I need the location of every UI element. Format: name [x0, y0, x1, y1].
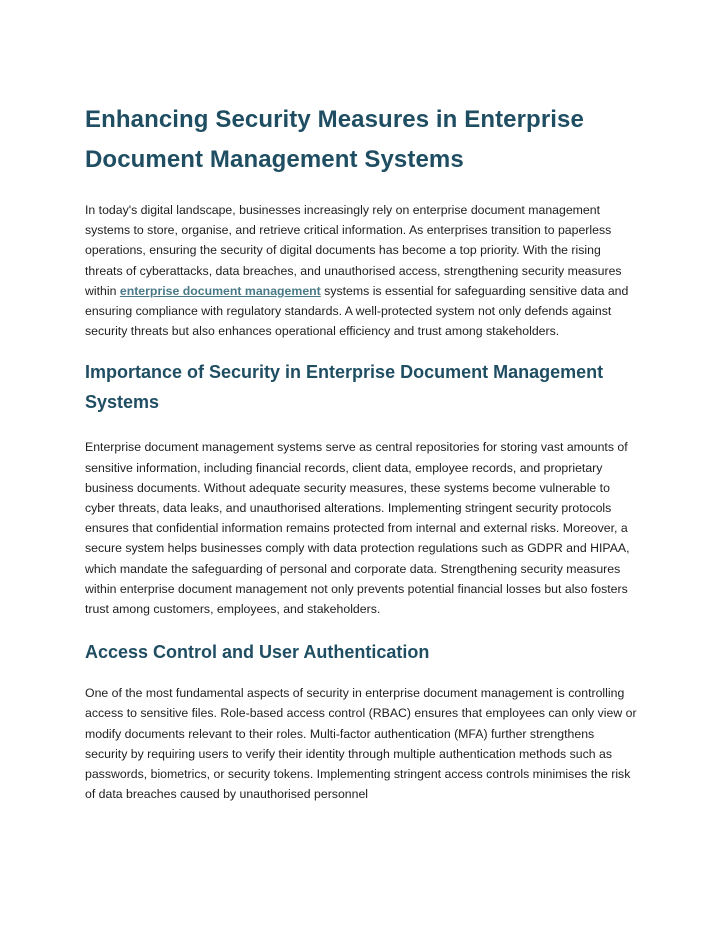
- intro-text-before-link: In today's digital landscape, businesses increasingly rely on enterprise document management systems to store, organise, and retrieve critical information. As enterprises transition to paperless operations, ensuring the security of digital documents has become a top priority. With the rising threats of cyberattacks, data breaches, and unauthorised access, strengthening security measures within: [85, 203, 622, 298]
- article-title: Enhancing Security Measures in Enterprise Document Management Systems: [85, 106, 584, 173]
- intro-text-after-link: systems is essential for safeguarding sensitive data and ensuring compliance with regulatory standards. A well-protected system not only defends against security threats but also enhances operational efficiency and trust among stakeholders.: [85, 283, 629, 339]
- intro-paragraph: [85, 200, 637, 341]
- section-heading-access-control: Access Control and User Authentication: [85, 642, 430, 663]
- section-heading-importance: Importance of Security in Enterprise Document Management Systems: [85, 362, 604, 413]
- section-body-importance: Enterprise document management systems serve as central repositories for storing vast amounts of sensitive information, including financial records, client data, employee records, and proprietary business documents. Without adequate security measures, these systems become vulnerable to cyber threats, data leaks, and unauthorised alterations. Implementing stringent security protocols ensures that confidential information remains protected from internal and external risks. Moreover, a secure system helps businesses comply with data protection regulations such as GDPR and HIPAA, which mandate the safeguarding of personal and corporate data. Strengthening security measures within enterprise document management not only prevents potential financial losses but also fosters trust among customers, employees, and stakeholders.: [85, 440, 630, 617]
- document-page: [85, 100, 637, 804]
- section-body-access-control: One of the most fundamental aspects of security in enterprise document management is controlling access to sensitive files. Role-based access control (RBAC) ensures that employees can only view or modify documents relevant to their roles. Multi-factor authentication (MFA) further strengthens security by requiring users to verify their identity through multiple authentication methods such as passwords, biometrics, or security tokens. Implementing stringent access controls minimises the risk of data breaches caused by unauthorised personnel: [85, 686, 637, 802]
- enterprise-document-management-link[interactable]: enterprise document management: [119, 283, 321, 298]
